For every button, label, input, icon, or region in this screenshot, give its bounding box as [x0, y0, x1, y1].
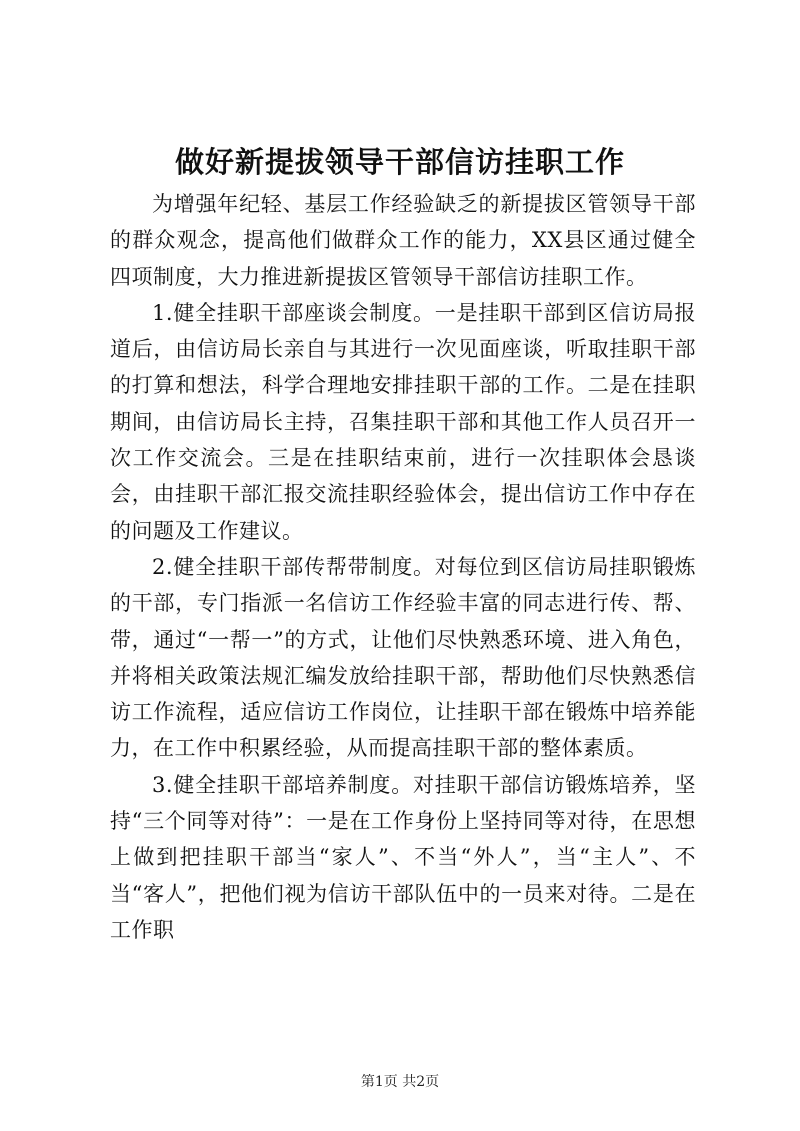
section-3-paragraph: 3.健全挂职干部培养制度。对挂职干部信访锻炼培养，坚持“三个同等对待”：一是在工作身份上坚持同等对待，在思想上做到把挂职干部当“家人”、不当“外人”，当“主人”、不当“客人”，把他们视为信访干部队伍中的一员来对待。二是在工作职	[110, 772, 696, 942]
document-title: 做好新提拔领导干部信访挂职工作	[174, 145, 625, 179]
intro-paragraph: 为增强年纪轻、基层工作经验缺乏的新提拔区管领导干部的群众观念，提高他们做群众工作的能力，XX县区通过健全四项制度，大力推进新提拔区管领导干部信访挂职工作。	[110, 192, 696, 289]
section-1-paragraph: 1.健全挂职干部座谈会制度。一是挂职干部到区信访局报道后，由信访局长亲自与其进行一次见面座谈，听取挂职干部的打算和想法，科学合理地安排挂职干部的工作。二是在挂职期间，由信访局长主持，召集挂职干部和其他工作人员召开一次工作交流会。三是在挂职结束前，进行一次挂职体会恳谈会，由挂职干部汇报交流挂职经验体会，提出信访工作中存在的问题及工作建议。	[110, 300, 696, 543]
section-2-paragraph: 2.健全挂职干部传帮带制度。对每位到区信访局挂职锻炼的干部，专门指派一名信访工作经验丰富的同志进行传、帮、带，通过“一帮一”的方式，让他们尽快熟悉环境、进入角色，并将相关政策法规汇编发放给挂职干部，帮助他们尽快熟悉信访工作流程，适应信访工作岗位，让挂职干部在锻炼中培养能力，在工作中积累经验，从而提高挂职干部的整体素质。	[110, 554, 696, 761]
page-number: 第1页 共2页	[360, 1074, 440, 1090]
document-body	[110, 186, 696, 948]
page-footer	[0, 1072, 800, 1092]
